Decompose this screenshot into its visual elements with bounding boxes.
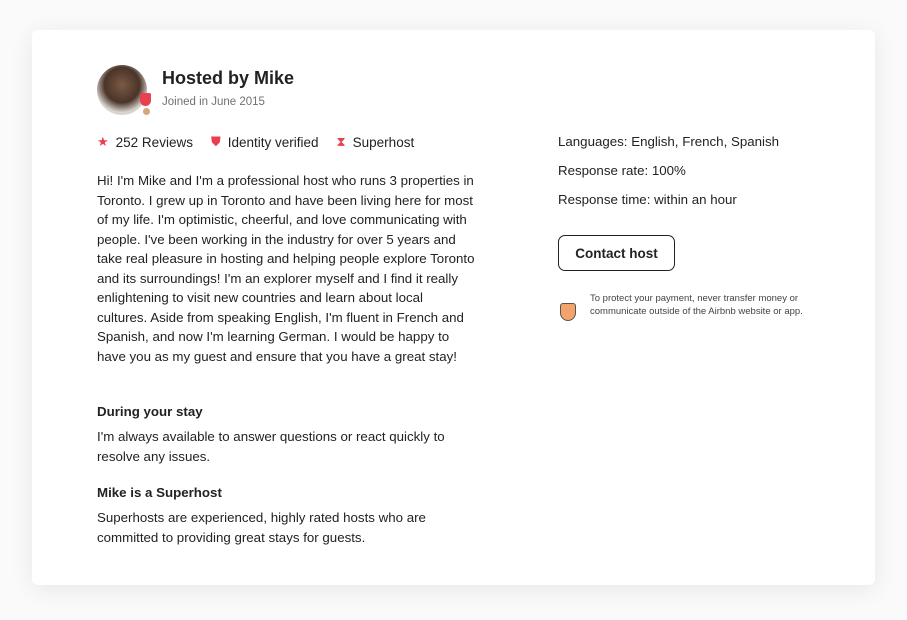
payment-warning: To protect your payment, never transfer money or communicate outside of the Airbnb website or app.	[590, 293, 803, 317]
response-time: Response time: within an hour	[558, 192, 737, 207]
star-icon: ★	[97, 134, 109, 149]
superhost-heading: Mike is a Superhost	[97, 485, 222, 500]
host-avatar[interactable]	[97, 65, 147, 115]
badge-dot-icon	[142, 107, 151, 116]
during-stay-heading: During your stay	[97, 404, 203, 419]
stat-label: Identity verified	[227, 134, 319, 150]
superhost-badge-icon	[140, 93, 151, 106]
payment-shield-icon	[560, 303, 576, 321]
stat-label: Superhost	[352, 134, 415, 150]
superhost-text: Superhosts are experienced, highly rated hosts who are committed to providing great stays for guests.	[97, 510, 426, 545]
stat-label: 252 Reviews	[115, 134, 193, 150]
stat-reviews[interactable]	[97, 134, 193, 150]
during-stay-text: I'm always available to answer questions or react quickly to resolve any issues.	[97, 429, 445, 464]
superhost-medal-icon: ⧗	[336, 134, 346, 149]
contact-host-button[interactable]: Contact host	[558, 235, 675, 271]
shield-check-icon: ⛊	[210, 134, 221, 149]
stat-superhost	[337, 134, 415, 150]
host-card	[32, 30, 875, 585]
languages: Languages: English, French, Spanish	[558, 134, 780, 149]
host-title: Hosted by Mike	[162, 68, 295, 88]
response-rate: Response rate: 100%	[558, 163, 686, 178]
joined-date: Joined in June 2015	[162, 96, 265, 108]
stat-identity	[211, 134, 319, 150]
host-stats	[97, 134, 414, 150]
host-bio: Hi! I'm Mike and I'm a professional host who runs 3 properties in Toronto. I grew up in Toronto and have been living here for most of my life. I'm optimistic, cheerful, and love communicating with people. I've been working in the industry for over 5 years and take real pleasure in hosting and helping people explore Toronto and its surroundings! I'm an explorer myself and I find it really enlightening to visit new countries and learn about local cultures. Aside from speaking English, I'm fluent in French and Spanish, and now I'm learning German. I would be happy to have you as my guest and ensure that you have a great stay!	[97, 173, 475, 364]
